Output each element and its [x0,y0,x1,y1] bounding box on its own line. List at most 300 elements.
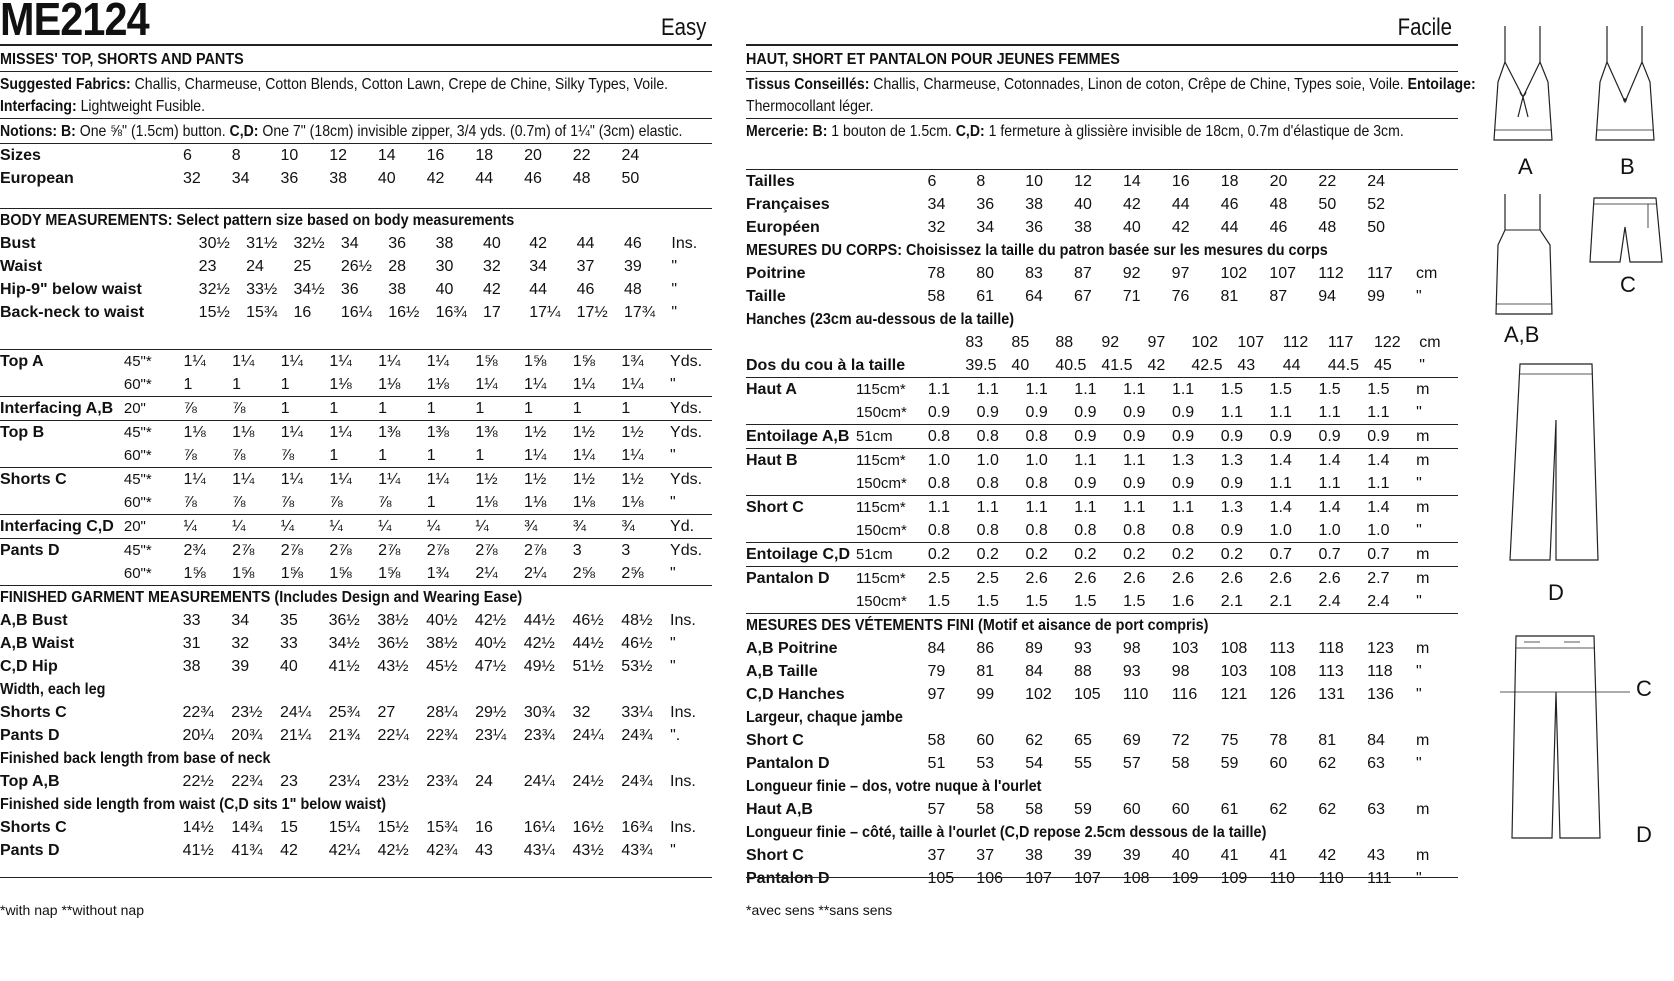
back-length-table [0,770,712,793]
cell: m [1416,378,1458,402]
cell: Yd. [670,515,712,539]
cell: 49½ [523,658,555,675]
cell: 54 [1025,755,1044,772]
cell: 32 [483,258,501,275]
table-row [0,255,712,278]
cell: 20 [524,147,542,164]
cell: 0.9 [1270,425,1319,449]
header-fr [746,0,1458,46]
width-table [0,701,712,747]
difficulty-fr: Facile [1397,14,1452,41]
cell: 0.9 [1123,404,1146,421]
cell: 30 [435,258,454,275]
cell [856,729,928,752]
cell: Yds. [670,397,712,421]
cell: 63 [1367,801,1385,818]
cell: " [1416,404,1422,421]
cell: 46 [576,281,595,298]
cell: 1.1 [1025,496,1074,520]
cell: 34½ [328,635,360,652]
cell: ⅞ [232,494,246,511]
cell: 0.8 [927,475,951,492]
cell: 40 [1122,219,1141,236]
cell: 97 [1147,334,1166,351]
cell: 103 [1220,663,1248,680]
width-table-fr [746,729,1458,775]
cell: 8 [976,173,986,190]
cell: 6 [927,173,937,190]
cell: 0.8 [977,425,1026,449]
table-row [746,683,1458,706]
cell: 16¾ [435,304,467,321]
cell: " [671,281,678,298]
cell: 62 [1269,801,1288,818]
cell: 37 [976,847,995,864]
cell: 1.1 [1318,475,1341,492]
cell: 55 [1074,755,1092,772]
cell: 1⅝ [475,350,524,374]
cell: 2.6 [1172,567,1221,591]
cell: Top B [0,421,124,445]
cell: 24½ [572,773,604,790]
cell: Short C [746,732,804,749]
cell: Sizes [0,147,41,164]
cell [856,867,928,890]
cell: 0.7 [1318,543,1367,567]
cell: ¼ [378,515,427,539]
cell: 23 [198,258,217,275]
cell: 41 [1220,847,1239,864]
cell: 1⅛ [183,421,232,445]
cell: 1¼ [281,350,330,374]
back-length-title: Finished back length from base of neck [0,750,271,767]
cell: 1.0 [1367,522,1390,539]
cell: 58 [976,801,995,818]
cell: 65 [1074,732,1092,749]
cell: 50 [1367,219,1386,236]
cell [856,683,928,706]
cell: " [1416,870,1422,887]
cell: 1.1 [1074,449,1123,473]
cell: 1 [524,397,573,421]
cell: 1 [280,376,290,393]
cell: 2.6 [1074,567,1123,591]
cell: m [1415,732,1430,749]
cell: 33¼ [621,704,653,721]
cell: 18 [475,147,494,164]
cell: 1¼ [524,376,547,393]
cell: 52 [1367,196,1386,213]
cell: 2.5 [928,567,977,591]
cell: 1¼ [427,468,476,492]
cell: 115cm* [856,496,928,520]
cell: 36 [976,196,995,213]
cell: 22½ [182,773,214,790]
cell: Ins. [671,235,698,252]
cell: 18 [1220,173,1239,190]
cell: 36 [280,170,299,187]
pattern-title: MISSES' TOP, SHORTS AND PANTS [0,51,244,68]
cell: 1½ [573,421,622,445]
cell: 84 [1367,732,1385,749]
cell: 0.9 [927,404,951,421]
cell: m [1416,543,1458,567]
cell: 17 [483,304,501,321]
cell [746,472,856,496]
cell: 58 [927,288,946,305]
size-table-fr [746,170,1458,239]
table-row [0,816,712,839]
cell: 2⅞ [329,539,378,563]
cell: 0.9 [1220,475,1244,492]
cell: 43¾ [621,842,653,859]
cell: 8 [231,147,241,164]
cell: 81 [976,663,995,680]
cell: ¼ [281,515,330,539]
cell: Pants D [0,727,60,744]
cell: 1.1 [977,496,1026,520]
cell: 22¾ [231,773,263,790]
cell: Ins. [670,819,696,836]
cell: m [1416,801,1430,818]
cell: 1.1 [1367,475,1390,492]
french-column [746,0,1476,918]
cell: 25 [293,258,312,275]
cell [144,232,199,255]
table-row [0,301,712,324]
cell: 1⅝ [280,565,304,582]
cell: 26½ [340,258,372,275]
cell: 42½ [523,635,555,652]
cell: 45"* [124,421,184,445]
table-row [0,350,712,374]
cell: 1 [426,494,436,511]
cell: 1¼ [329,421,378,445]
cell: ¼ [427,515,476,539]
table-row [746,285,1458,308]
pattern-code: ME2124 [0,0,149,45]
cell: 48 [572,170,591,187]
table-row [746,519,1458,543]
cell: 79 [927,663,946,680]
cell: 113 [1318,663,1344,680]
cell [905,331,965,354]
cell: 30¾ [523,704,555,721]
cell: 6 [183,147,192,164]
cell: 40 [435,281,454,298]
cell: Top A,B [0,773,60,790]
cell: 45 [1373,357,1392,374]
cell: 1¼ [572,447,595,464]
cell: 112 [1282,334,1309,351]
cell: 1.1 [1172,496,1221,520]
cell: 1.1 [1074,496,1123,520]
table-row [746,637,1458,660]
cell: 1¼ [281,468,330,492]
cell: A,B Waist [0,635,75,652]
cell: 16 [426,147,445,164]
cell: 58 [1025,801,1043,818]
cell: " [670,635,676,652]
cell: 117 [1367,265,1393,282]
view-d2-label: D [1636,822,1652,847]
cell: 1⅛ [524,494,547,511]
cell: 38 [1025,847,1043,864]
cell: Shorts C [0,468,124,492]
table-row [746,472,1458,496]
cell: 21¾ [328,727,360,744]
cell: 36 [340,281,359,298]
cell: 116 [1171,686,1198,703]
cell: 29½ [475,704,507,721]
back-length-title-fr: Longueur finie – dos, votre nuque à l'ourlet [746,778,1042,795]
cell: ¾ [573,515,622,539]
cell: 0.9 [1220,522,1244,539]
cell: 1.6 [1171,593,1195,610]
table-row [746,798,1458,821]
cell: 45"* [124,539,184,563]
size-table [0,144,712,190]
cell: C,D Hip [0,658,58,675]
cell [746,519,856,543]
cell: 14 [1122,173,1141,190]
cell: 61 [1220,801,1239,818]
cell: 44 [1282,357,1301,374]
body-measurements-title: BODY MEASUREMENTS: Select pattern size based on body measurements [0,212,515,229]
cell: 62 [1318,801,1337,818]
cell [123,609,182,632]
cell: 83 [965,334,984,351]
cell: 1.1 [1367,404,1390,421]
cell: 83 [1025,265,1043,282]
cell: 15¾ [246,304,278,321]
table-row [746,262,1458,285]
cell: 3 [621,539,670,563]
view-d-label: D [1548,580,1564,605]
table-row [0,701,712,724]
cell [0,444,124,468]
cell: 0.9 [1171,404,1195,421]
cell: 1 [281,397,330,421]
cell: 2.1 [1269,593,1292,610]
cell: 43 [475,842,493,859]
cell: " [671,258,678,275]
top-a-drawing [1480,22,1570,150]
cell: 34 [231,612,250,629]
cell: m [1416,496,1458,520]
cell: 51cm [856,543,928,567]
cell: ⅞ [232,397,281,421]
cell: 1⅛ [426,376,449,393]
cell: ⅞ [280,494,295,511]
side-length-table [0,816,712,862]
cell: 1 [183,376,193,393]
cell: 1½ [524,468,573,492]
cell: 45½ [426,658,458,675]
cell [1416,170,1458,193]
cell: 34 [529,258,547,275]
cell: 30½ [198,235,230,252]
cell: 36 [1025,219,1044,236]
cell: 40 [377,170,396,187]
cell: cm [1419,334,1441,351]
cell: 42 [1147,357,1166,374]
cell: 33 [279,635,298,652]
cell: 109 [1220,870,1248,887]
cell: 131 [1318,686,1345,703]
cell: 2⅞ [281,539,330,563]
table-row [746,331,1458,354]
cell: Short C [746,847,804,864]
cell: 0.9 [1123,425,1172,449]
cell: 1⅛ [378,376,401,393]
cell: 44 [576,235,595,252]
cell: 2¼ [475,565,498,582]
cell: 35 [279,612,298,629]
cell: 1¼ [183,468,232,492]
table-row [746,193,1458,216]
cell [144,278,199,301]
cell: 22 [572,147,591,164]
cell: 1⅝ [378,565,401,582]
cell: 108 [1122,870,1150,887]
cell [856,170,928,193]
cell: 46 [1269,219,1288,236]
table-row [0,397,712,421]
cell: 51cm [856,425,928,449]
body-measurements-table-fr [746,262,1458,308]
cell: 0.9 [1074,404,1097,421]
width-title-fr: Largeur, chaque jambe [746,709,903,726]
cell: 0.2 [977,543,1026,567]
suggested-fabrics-fr: Tissus Conseillés: Challis, Charmeuse, Cotonnades, Linon de coton, Crêpe de Chine, Types soie, Voile. Entoilage: [746,76,1476,93]
cell: 28 [388,258,407,275]
cell: Tailles [746,173,795,190]
cell: 0.9 [1172,425,1221,449]
cell: 47½ [474,658,507,675]
notions-fr: Mercerie: B: 1 bouton de 1.5cm. C,D: 1 fermeture à glissière invisible de 18cm, 0.7m d'élastique de 3cm. [746,123,1404,140]
table-row [0,444,712,468]
cell: 36½ [377,635,409,652]
cell: 1 [573,397,622,421]
cell: 1 [427,397,476,421]
cell: 33½ [246,281,278,298]
cell: 2.6 [1123,567,1172,591]
table-row [746,216,1458,239]
cell: 76 [1171,288,1190,305]
cell: 51 [927,755,946,772]
table-row [0,515,712,539]
cell: 24¾ [621,773,653,790]
table-row [0,655,712,678]
table-row [746,590,1458,613]
cell [670,167,712,190]
cell: 1.5 [1221,378,1270,402]
cell: 46 [623,235,642,252]
cell: 2¾ [183,539,232,563]
cell: 21¼ [280,727,312,744]
cell: Taille [746,288,786,305]
cell: Ins. [670,704,696,721]
cell: 1.1 [1220,404,1244,421]
cell: 20¼ [182,727,214,744]
cell: 34 [976,219,995,236]
technical-drawings [1480,0,1674,981]
cell: 1¼ [475,376,498,393]
cell: 38 [182,658,201,675]
cell: ¾ [621,515,670,539]
cell: 36½ [328,612,360,629]
cell: 42 [483,281,501,298]
cell: m [1416,567,1458,591]
cell: ¼ [329,515,378,539]
cell: 2.5 [977,567,1026,591]
cell: 2.6 [1270,567,1319,591]
table-row [0,491,712,515]
cell: 25¾ [328,704,360,721]
cell: 34 [340,235,359,252]
cell: 59 [1074,801,1092,818]
cell: 0.9 [1318,425,1367,449]
cell: 15½ [198,304,230,321]
cell: Yds. [670,468,712,492]
cell: Entoilage C,D [746,543,856,567]
cell [144,255,199,278]
cell: 37 [576,258,595,275]
cell: 1¼ [183,350,232,374]
cell [856,285,928,308]
table-row [0,232,712,255]
cell: 2.6 [1025,567,1074,591]
cell: 42.5 [1191,357,1223,374]
cell: 28¼ [426,704,458,721]
shorts-c-drawing [1584,192,1674,270]
cell: A,B Poitrine [746,640,838,657]
cell: 1.3 [1221,496,1270,520]
cell: " [670,376,676,393]
cell: 1½ [621,421,670,445]
cell: 1.0 [1318,522,1341,539]
cell: 23 [280,773,298,790]
table-row [0,632,712,655]
cell [0,491,124,515]
cell: Dos du cou à la taille [746,357,906,374]
cell: 1.1 [1123,449,1172,473]
cell: 105 [1073,686,1101,703]
cell: 42 [426,170,445,187]
cell: ¼ [475,515,524,539]
cell: 1.5 [1074,593,1097,610]
cell [746,590,856,613]
cell: 0.2 [1221,543,1270,567]
cell: 2⅝ [621,565,644,582]
cell: 14¾ [231,819,263,836]
cell: 1.5 [1318,378,1367,402]
view-b-label: B [1620,154,1635,179]
cell: 1 [475,397,524,421]
cell: 1.4 [1270,449,1319,473]
cell: 0.9 [976,404,999,421]
cell: 23¼ [328,773,360,790]
cell [856,637,928,660]
cell: C,D Hanches [746,686,845,703]
cell: 38 [1074,219,1092,236]
cell: 122 [1373,334,1401,351]
cell: 32 [183,170,201,187]
cell: 16½ [388,304,420,321]
cell [856,193,928,216]
cell: 22¾ [182,704,214,721]
